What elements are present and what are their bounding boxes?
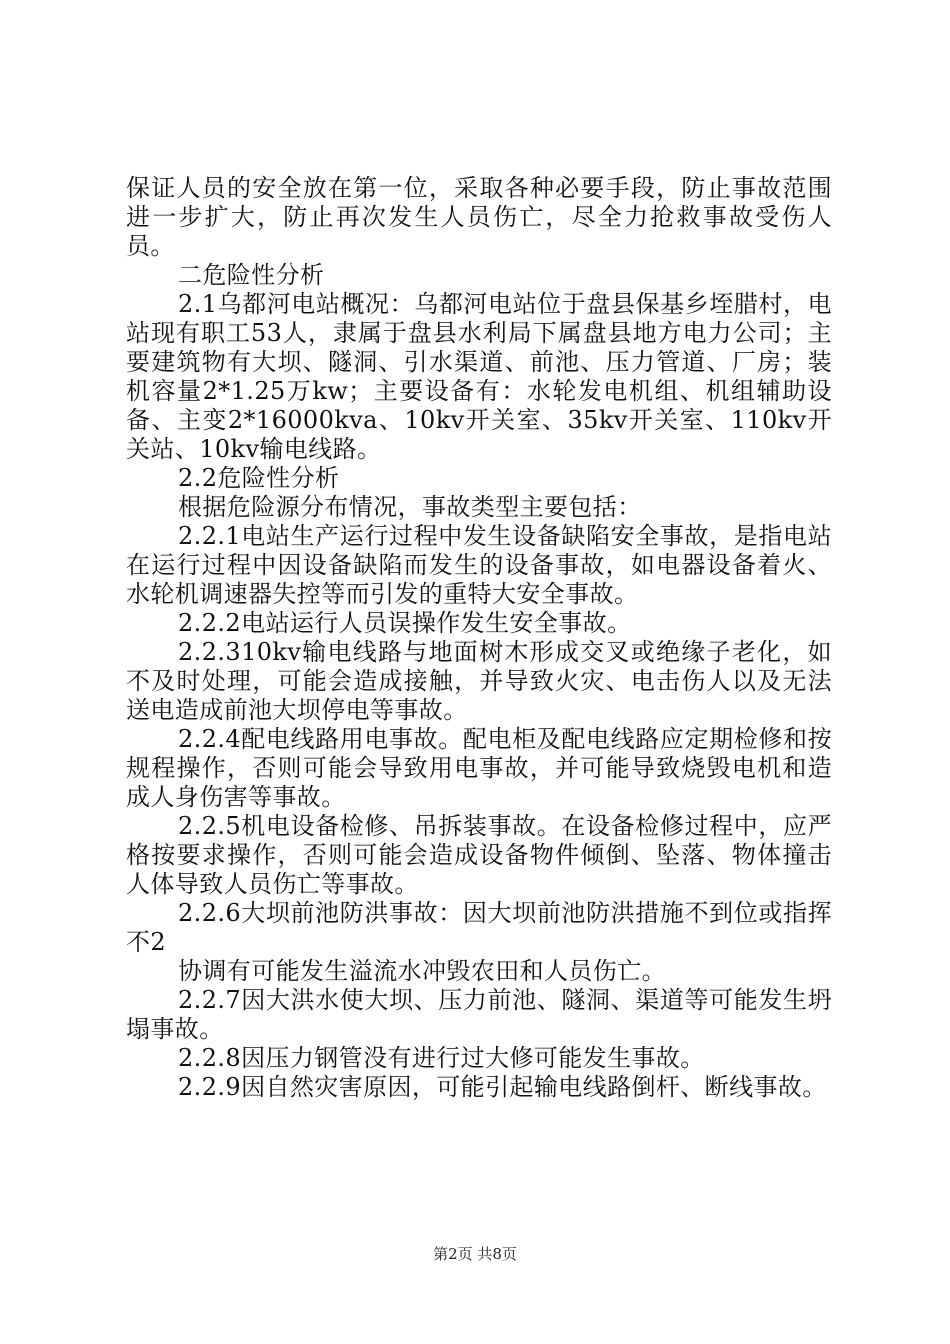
paragraph: 2.2.2电站运行人员误操作发生安全事故。 bbox=[178, 609, 632, 637]
paragraph: 2.2.310kv输电线路与地面树木形成交叉或绝缘子老化，如不及时处理，可能会造成接触，并导致火灾、电击伤人以及无法送电造成前池大坝停电等事故。 bbox=[126, 638, 832, 724]
paragraph: 2.2.8因压力钢管没有进行过大修可能发生事故。 bbox=[178, 1044, 705, 1072]
paragraph: 2.2.6大坝前池防洪事故：因大坝前池防洪措施不到位或指挥不2 bbox=[126, 899, 832, 956]
page-footer: 第2页 共8页 bbox=[433, 1245, 517, 1263]
document-body bbox=[126, 174, 832, 1102]
paragraph: 保证人员的安全放在第一位，采取各种必要手段，防止事故范围进一步扩大，防止再次发生人员伤亡，尽全力抢救事故受伤人员。 bbox=[126, 174, 832, 260]
paragraph: 2.2.5机电设备检修、吊拆装事故。在设备检修过程中，应严格按要求操作，否则可能会造成设备物件倾倒、坠落、物体撞击人体导致人员伤亡等事故。 bbox=[126, 812, 832, 898]
paragraph: 2.2.9因自然灾害原因，可能引起输电线路倒杆、断线事故。 bbox=[178, 1073, 827, 1101]
paragraph: 2.2.1电站生产运行过程中发生设备缺陷安全事故，是指电站在运行过程中因设备缺陷而发生的设备事故，如电器设备着火、水轮机调速器失控等而引发的重特大安全事故。 bbox=[126, 522, 832, 608]
paragraph: 2.2.7因大洪水使大坝、压力前池、隧洞、渠道等可能发生坍塌事故。 bbox=[126, 986, 832, 1043]
paragraph: 根据危险源分布情况，事故类型主要包括： bbox=[178, 493, 642, 521]
subsection-heading: 2.2危险性分析 bbox=[178, 464, 340, 492]
paragraph: 2.1乌都河电站概况：乌都河电站位于盘县保基乡垤腊村，电站现有职工53人，隶属于盘县水利局下属盘县地方电力公司；主要建筑物有大坝、隧洞、引水渠道、前池、压力管道、厂房；装机容量2*1.25万kw；主要设备有：水轮发电机组、机组辅助设备、主变2*16000kva、10kv开关室、35kv开关室、110kv开关站、10kv输电线路。 bbox=[126, 290, 832, 463]
paragraph: 协调有可能发生溢流水冲毁农田和人员伤亡。 bbox=[178, 957, 666, 985]
paragraph: 2.2.4配电线路用电事故。配电柜及配电线路应定期检修和按规程操作，否则可能会导致用电事故，并可能导致烧毁电机和造成人身伤害等事故。 bbox=[126, 725, 832, 811]
section-heading: 二危险性分析 bbox=[178, 261, 325, 289]
